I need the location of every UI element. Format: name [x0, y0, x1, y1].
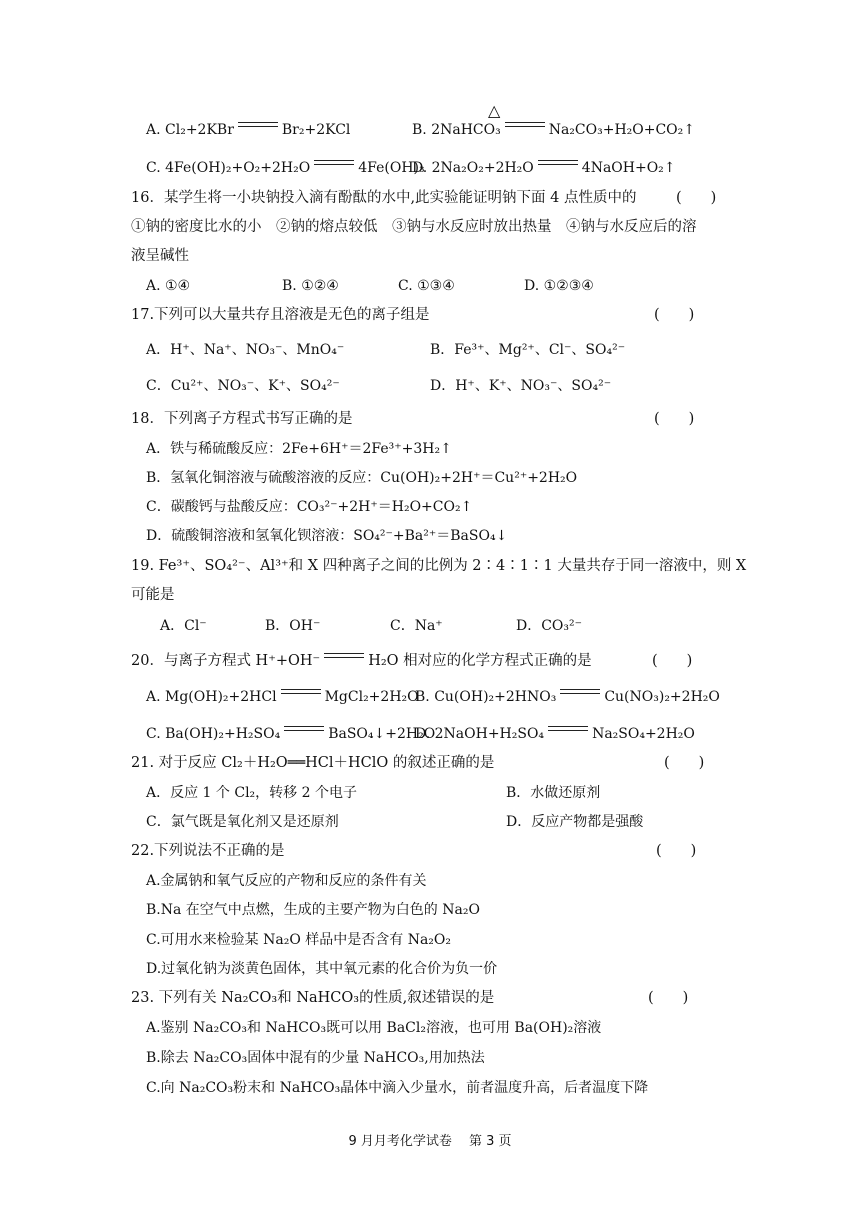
q20-option-c: [146, 724, 435, 744]
q18-option-a: A．铁与稀硫酸反应：2Fe+6H⁺＝2Fe³⁺+3H₂↑: [146, 441, 452, 457]
q20-option-b-rhs: Cu(NO₃)₂+2H₂O: [604, 689, 720, 705]
q21-stem: 21. 对于反应 Cl₂＋H₂O══HCl＋HClO 的叙述正确的是: [131, 755, 495, 771]
q16-option-c: C. ①③④: [398, 278, 455, 294]
q18-answer-paren: ( ): [654, 411, 695, 427]
equals-sign: [324, 653, 364, 661]
q15-option-a-rhs: Br₂+2KCl: [281, 122, 351, 138]
q23-option-c: C.向 Na₂CO₃粉末和 NaHCO₃晶体中滴入少量水，前者温度升高，后者温度下降: [146, 1080, 649, 1096]
equals-sign: [238, 122, 278, 130]
q23-option-a: A.鉴别 Na₂CO₃和 NaHCO₃既可以用 BaCl₂溶液，也可用 Ba(OH)₂溶液: [146, 1020, 602, 1036]
q16-stem: 16．某学生将一小块钠投入滴有酚酞的水中,此实验能证明钠下面 4 点性质中的: [131, 190, 637, 206]
heating-condition-triangle: △: [488, 101, 501, 120]
q17-stem: 17.下列可以大量共存且溶液是无色的离子组是: [131, 307, 430, 323]
q17-option-a: A．H⁺、Na⁺、NO₃⁻、MnO₄⁻: [146, 342, 345, 358]
q20-option-d-lhs: D. 2NaOH+H₂SO₄: [415, 726, 545, 742]
q22-answer-paren: ( ): [656, 843, 697, 859]
q20-option-c-rhs: BaSO₄↓+2H₂O: [328, 726, 436, 742]
q23-answer-paren: ( ): [648, 990, 689, 1006]
equals-sign: [560, 689, 600, 697]
q16-option-b: B. ①②④: [282, 278, 339, 294]
q19-stem: 19. Fe³⁺、SO₄²⁻、Al³⁺和 X 四种离子之间的比例为 2∶4∶1∶1 大量共存于同一溶液中，则 X: [131, 558, 747, 574]
q20-option-a: [146, 687, 419, 707]
q15-option-a: [146, 120, 350, 140]
equals-sign: [538, 160, 578, 168]
q20-stem: [131, 651, 592, 671]
q17-answer-paren: ( ): [654, 307, 695, 323]
q23-option-b: B.除去 Na₂CO₃固体中混有的少量 NaHCO₃,用加热法: [146, 1050, 485, 1066]
q22-option-a: A.金属钠和氧气反应的产物和反应的条件有关: [146, 873, 427, 889]
equals-sign: [284, 726, 324, 734]
q15-option-a-lhs: A. Cl₂+2KBr: [146, 122, 234, 138]
equals-sign: [281, 689, 321, 697]
q21-option-d: D．反应产物都是强酸: [506, 814, 644, 830]
q19-option-a: A．Cl⁻: [160, 618, 207, 634]
q22-option-c: C.可用水来检验某 Na₂O 样品中是否含有 Na₂O₂: [146, 932, 451, 948]
q15-option-b-lhs: B. 2NaHCO₃: [412, 122, 501, 138]
q15-option-d-rhs: 4NaOH+O₂↑: [581, 160, 676, 176]
q23-stem: 23. 下列有关 Na₂CO₃和 NaHCO₃的性质,叙述错误的是: [131, 990, 495, 1006]
q18-option-c: C．碳酸钙与盐酸反应：CO₃²⁻+2H⁺＝H₂O+CO₂↑: [146, 499, 473, 515]
equals-sign: [505, 122, 545, 130]
q17-option-d: D．H⁺、K⁺、NO₃⁻、SO₄²⁻: [430, 378, 612, 394]
q19-option-d: D．CO₃²⁻: [516, 618, 583, 634]
q16-answer-paren: ( ): [676, 190, 717, 206]
q15-option-b: [412, 120, 695, 140]
q20-option-a-lhs: A. Mg(OH)₂+2HCl: [146, 689, 277, 705]
q21-option-c: C．氯气既是氧化剂又是还原剂: [146, 814, 339, 830]
q15-option-d: [412, 158, 676, 178]
q20-stem-lhs: 20．与离子方程式 H⁺+OH⁻: [131, 653, 321, 669]
equals-sign: [314, 160, 354, 168]
q20-option-d: [415, 724, 695, 744]
q21-answer-paren: ( ): [664, 755, 705, 771]
q15-option-c: [146, 158, 425, 178]
q18-stem: 18．下列离子方程式书写正确的是: [131, 411, 353, 427]
q20-option-b: [415, 687, 720, 707]
q16-option-a: A. ①④: [146, 278, 191, 294]
q17-option-b: B．Fe³⁺、Mg²⁺、Cl⁻、SO₄²⁻: [430, 342, 626, 358]
q21-option-b: B．水做还原剂: [506, 785, 601, 801]
q18-option-d: D．硫酸铜溶液和氢氧化钡溶液：SO₄²⁻+Ba²⁺＝BaSO₄↓: [146, 528, 508, 544]
q22-option-d: D.过氧化钠为淡黄色固体，其中氧元素的化合价为负一价: [146, 961, 498, 977]
q17-option-c: C．Cu²⁺、NO₃⁻、K⁺、SO₄²⁻: [146, 378, 340, 394]
q20-option-d-rhs: Na₂SO₄+2H₂O: [592, 726, 695, 742]
q20-option-b-lhs: B. Cu(OH)₂+2HNO₃: [415, 689, 557, 705]
q19-stem-cont: 可能是: [131, 587, 175, 603]
q20-answer-paren: ( ): [652, 653, 693, 669]
q15-option-c-rhs: 4Fe(OH)₃: [358, 160, 425, 176]
q22-option-b: B.Na 在空气中点燃，生成的主要产物为白色的 Na₂O: [146, 902, 480, 918]
page-footer: 9 月月考化学试卷 第 3 页: [348, 1134, 512, 1149]
q22-stem: 22.下列说法不正确的是: [131, 843, 285, 859]
q20-option-a-rhs: MgCl₂+2H₂O: [324, 689, 419, 705]
q16-statements-cont: 液呈碱性: [131, 248, 189, 264]
q15-option-b-rhs: Na₂CO₃+H₂O+CO₂↑: [548, 122, 696, 138]
q20-stem-rhs: H₂O 相对应的化学方程式正确的是: [368, 653, 592, 669]
q19-option-b: B．OH⁻: [265, 618, 321, 634]
q15-option-d-lhs: D. 2Na₂O₂+2H₂O: [412, 160, 534, 176]
q18-option-b: B．氢氧化铜溶液与硫酸溶液的反应：Cu(OH)₂+2H⁺＝Cu²⁺+2H₂O: [146, 470, 578, 486]
q16-option-d: D. ①②③④: [524, 278, 594, 294]
q16-statements: ①钠的密度比水的小 ②钠的熔点较低 ③钠与水反应时放出热量 ④钠与水反应后的溶: [131, 219, 697, 235]
equals-sign: [548, 726, 588, 734]
q20-option-c-lhs: C. Ba(OH)₂+H₂SO₄: [146, 726, 281, 742]
q15-option-c-lhs: C. 4Fe(OH)₂+O₂+2H₂O: [146, 160, 311, 176]
q21-option-a: A．反应 1 个 Cl₂，转移 2 个电子: [146, 785, 357, 801]
q19-option-c: C．Na⁺: [390, 618, 443, 634]
